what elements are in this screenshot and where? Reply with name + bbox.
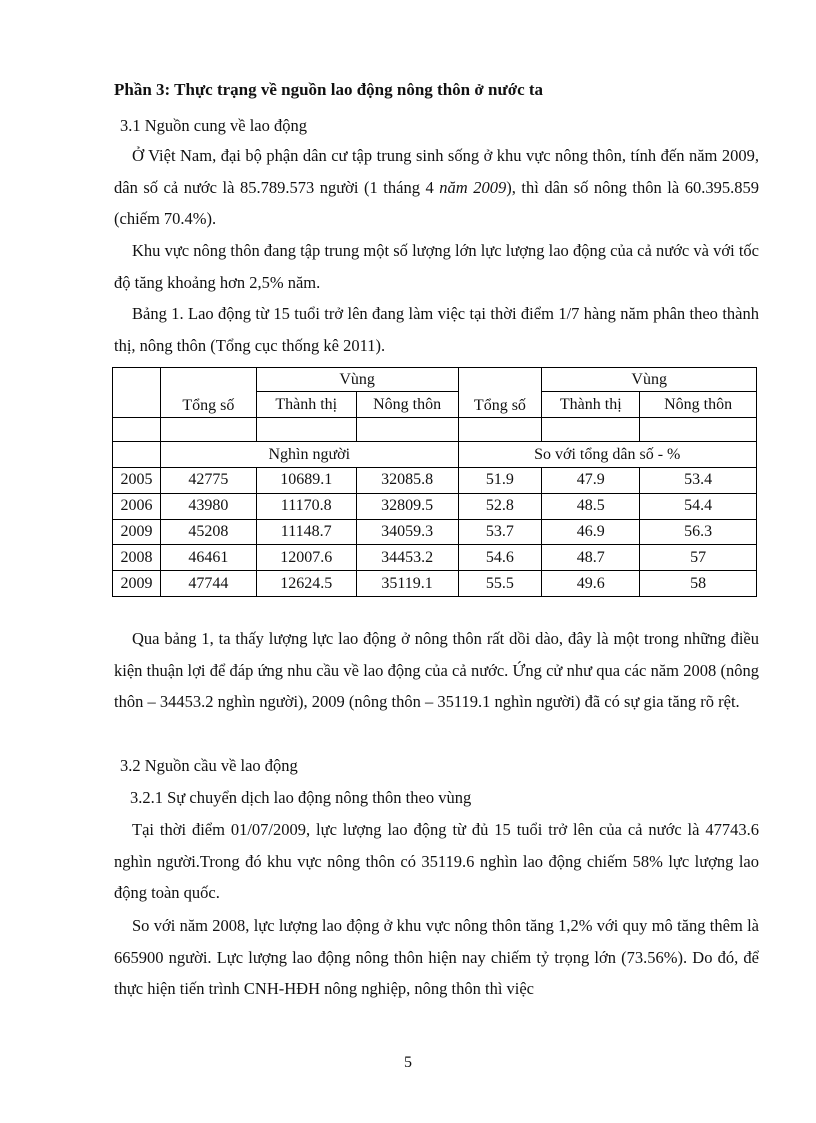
- cell-urban-pct: 48.5: [542, 493, 640, 519]
- unit-percent-population: So với tổng dân số - %: [458, 442, 757, 468]
- cell-year: 2009: [113, 519, 161, 545]
- table-corner-cell: [113, 368, 161, 418]
- cell-rural: 34059.3: [356, 519, 458, 545]
- empty-cell: [113, 418, 161, 442]
- paragraph-population: [114, 140, 759, 235]
- cell-urban-pct: 46.9: [542, 519, 640, 545]
- empty-cell: [640, 418, 757, 442]
- cell-urban: 11148.7: [256, 519, 356, 545]
- empty-cell: [256, 418, 356, 442]
- cell-total: 45208: [160, 519, 256, 545]
- cell-urban: 11170.8: [256, 493, 356, 519]
- subheading-3-1: 3.1 Nguồn cung về lao động: [120, 116, 307, 135]
- cell-rural: 32809.5: [356, 493, 458, 519]
- cell-total-pct: 53.7: [458, 519, 542, 545]
- cell-urban-pct: 48.7: [542, 545, 640, 571]
- cell-rural-pct: 57: [640, 545, 757, 571]
- header-urban-1: Thành thị: [256, 392, 356, 418]
- cell-rural-pct: 53.4: [640, 468, 757, 494]
- cell-rural-pct: 58: [640, 571, 757, 597]
- cell-urban: 10689.1: [256, 468, 356, 494]
- header-region-2: Vùng: [542, 368, 757, 392]
- cell-total: 43980: [160, 493, 256, 519]
- unit-corner-cell: [113, 442, 161, 468]
- empty-cell: [542, 418, 640, 442]
- header-total-1: Tổng số: [160, 368, 256, 418]
- empty-cell: [356, 418, 458, 442]
- cell-rural-pct: 56.3: [640, 519, 757, 545]
- paragraph-2008-compare: So với năm 2008, lực lượng lao động ở khu vực nông thôn tăng 1,2% với quy mô tăng thêm là 665900 người. Lực lượng lao động nông thôn hiện nay chiếm tỷ trọng lớn (73.56%). Do đó, để thực hiện tiến trình CNH-HĐH nông nghiệp, nông thôn thì việc: [114, 916, 759, 998]
- subheading-3-2: 3.2 Nguồn cầu về lao động: [120, 756, 298, 775]
- header-total-2: Tổng số: [458, 368, 542, 418]
- subheading-3-2-1: 3.2.1 Sự chuyển dịch lao động nông thôn theo vùng: [130, 788, 472, 807]
- cell-year: 2008: [113, 545, 161, 571]
- paragraph-labor-force: Khu vực nông thôn đang tập trung một số lượng lớn lực lượng lao động của cả nước và với tốc độ tăng khoảng hơn 2,5% năm.: [114, 241, 759, 292]
- cell-total: 42775: [160, 468, 256, 494]
- labor-table: [112, 367, 757, 597]
- table-row: [113, 468, 757, 494]
- cell-total: 46461: [160, 545, 256, 571]
- paragraph-population-italic: năm 2009: [439, 177, 507, 197]
- unit-thousand-people: Nghìn người: [160, 442, 458, 468]
- cell-year: 2009: [113, 571, 161, 597]
- empty-cell: [160, 418, 256, 442]
- cell-rural: 32085.8: [356, 468, 458, 494]
- table-row: [113, 545, 757, 571]
- cell-total-pct: 51.9: [458, 468, 542, 494]
- header-rural-2: Nông thôn: [640, 392, 757, 418]
- cell-total-pct: 54.6: [458, 545, 542, 571]
- cell-rural: 35119.1: [356, 571, 458, 597]
- cell-urban-pct: 47.9: [542, 468, 640, 494]
- cell-total-pct: 52.8: [458, 493, 542, 519]
- header-urban-2: Thành thị: [542, 392, 640, 418]
- cell-rural: 34453.2: [356, 545, 458, 571]
- table-row: [113, 519, 757, 545]
- cell-year: 2006: [113, 493, 161, 519]
- paragraph-2009-labor: Tại thời điểm 01/07/2009, lực lượng lao động từ đủ 15 tuổi trở lên của cả nước là 47743.6 nghìn người.Trong đó khu vực nông thôn có 35119.6 nghìn lao động chiếm 58% lực lượng lao động toàn quốc.: [114, 820, 759, 902]
- cell-urban: 12007.6: [256, 545, 356, 571]
- table-row: [113, 571, 757, 597]
- header-rural-1: Nông thôn: [356, 392, 458, 418]
- paragraph-analysis: Qua bảng 1, ta thấy lượng lực lao động ở nông thôn rất dồi dào, đây là một trong những điều kiện thuận lợi để đáp ứng nhu cầu về lao động của cả nước. Ứng cử như qua các năm 2008 (nông thôn – 34453.2 nghìn người), 2009 (nông thôn – 35119.1 nghìn người) đã có sự gia tăng rõ rệt.: [114, 629, 759, 711]
- cell-year: 2005: [113, 468, 161, 494]
- cell-total-pct: 55.5: [458, 571, 542, 597]
- cell-total: 47744: [160, 571, 256, 597]
- table-caption: Bảng 1. Lao động từ 15 tuổi trở lên đang làm việc tại thời điểm 1/7 hàng năm phân theo thành thị, nông thôn (Tổng cục thống kê 2011).: [114, 304, 759, 355]
- cell-urban: 12624.5: [256, 571, 356, 597]
- cell-rural-pct: 54.4: [640, 493, 757, 519]
- table-row: [113, 493, 757, 519]
- cell-urban-pct: 49.6: [542, 571, 640, 597]
- header-region-1: Vùng: [256, 368, 458, 392]
- section-heading: Phần 3: Thực trạng về nguồn lao động nông thôn ở nước ta: [114, 80, 544, 99]
- paragraph-population-text-c: ), thì dân số nông thôn là 60.395.859 (chiếm 70.4%).: [114, 177, 759, 228]
- page-number: 5: [404, 1054, 412, 1071]
- empty-cell: [458, 418, 542, 442]
- paragraph-population-text-a: Ở Việt Nam, đại bộ phận dân cư tập trung sinh sống ở khu vực nông thôn, tính đến năm 2009, dân số cả nước là 85.789.573 người (1 tháng 4: [114, 146, 759, 197]
